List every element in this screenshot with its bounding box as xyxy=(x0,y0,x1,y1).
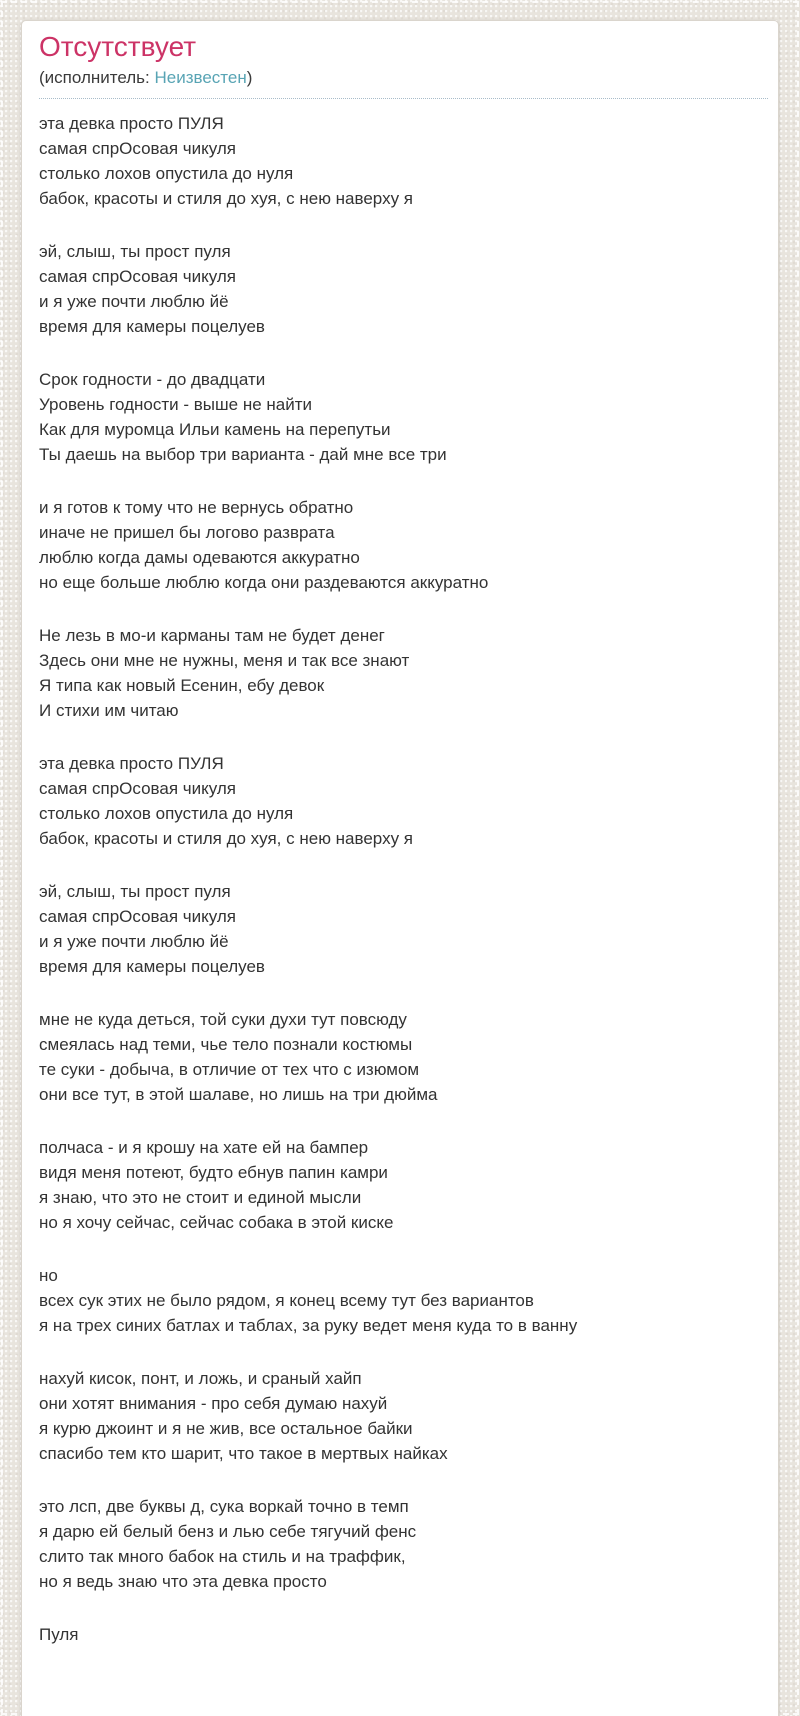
lyrics-line: бабок, красоты и стиля до хуя, с нею наверху я xyxy=(39,829,413,848)
lyrics-line: мне не куда деться, той суки духи тут повсюду xyxy=(39,1010,407,1029)
lyrics-stanza xyxy=(39,1366,768,1466)
lyrics-line: эй, слыш, ты прост пуля xyxy=(39,242,231,261)
lyrics-line: смеялась над теми, чье тело познали костюмы xyxy=(39,1035,413,1054)
lyrics-stanza xyxy=(39,1135,768,1235)
lyrics-line: Ты даешь на выбор три варианта - дай мне все три xyxy=(39,445,447,464)
lyrics-stanza xyxy=(39,111,768,211)
lyrics-card xyxy=(21,20,779,1716)
lyrics-line: но я хочу сейчас, сейчас собака в этой киске xyxy=(39,1213,394,1232)
lyrics-line: это лсп, две буквы д, сука воркай точно в темп xyxy=(39,1497,409,1516)
lyrics-line: время для камеры поцелуев xyxy=(39,317,265,336)
lyrics-line: я курю джоинт и я не жив, все остальное байки xyxy=(39,1419,413,1438)
lyrics-line: видя меня потеют, будто ебнув папин камри xyxy=(39,1163,388,1182)
lyrics-line: нахуй кисок, понт, и ложь, и сраный хайп xyxy=(39,1369,362,1388)
lyrics-line: самая спрОсовая чикуля xyxy=(39,139,237,158)
lyrics-stanza xyxy=(39,623,768,723)
lyrics-line: я знаю, что это не стоит и единой мысли xyxy=(39,1188,362,1207)
lyrics-stanza xyxy=(39,1007,768,1107)
artist-label-prefix: (исполнитель: xyxy=(39,68,155,87)
song-title: Отсутствует xyxy=(39,31,197,62)
lyrics-line: и я уже почти люблю йё xyxy=(39,292,229,311)
lyrics-line: эй, слыш, ты прост пуля xyxy=(39,882,231,901)
lyrics-line: Здесь они мне не нужны, меня и так все знают xyxy=(39,651,410,670)
artist-label-suffix: ) xyxy=(246,68,253,87)
artist-line xyxy=(39,67,768,99)
lyrics-line: Срок годности - до двадцати xyxy=(39,370,266,389)
lyrics-line: самая спрОсовая чикуля xyxy=(39,267,237,286)
lyrics-line: Не лезь в мо-и карманы там не будет денег xyxy=(39,626,385,645)
lyrics-line: самая спрОсовая чикуля xyxy=(39,779,237,798)
lyrics-line: столько лохов опустила до нуля xyxy=(39,804,294,823)
lyrics-stanza xyxy=(39,751,768,851)
lyrics-line: бабок, красоты и стиля до хуя, с нею наверху я xyxy=(39,189,413,208)
lyrics-line: они все тут, в этой шалаве, но лишь на три дюйма xyxy=(39,1085,438,1104)
lyrics-line: но xyxy=(39,1266,58,1285)
artist-link[interactable]: Неизвестен xyxy=(154,68,247,87)
lyrics-stanza xyxy=(39,367,768,467)
lyrics-line: спасибо тем кто шарит, что такое в мертвых найках xyxy=(39,1444,448,1463)
lyrics-line: я на трех синих батлах и таблах, за руку ведет меня куда то в ванну xyxy=(39,1316,578,1335)
lyrics-stanza xyxy=(39,1263,768,1338)
lyrics-stanza xyxy=(39,239,768,339)
lyrics-line: но я ведь знаю что эта девка просто xyxy=(39,1572,327,1591)
lyrics-line: я дарю ей белый бенз и лью себе тягучий фенс xyxy=(39,1522,417,1541)
lyrics-stanza xyxy=(39,879,768,979)
lyrics-line: Уровень годности - выше не найти xyxy=(39,395,313,414)
lyrics-line: но еще больше люблю когда они раздеваются аккуратно xyxy=(39,573,489,592)
lyrics-line: столько лохов опустила до нуля xyxy=(39,164,294,183)
lyrics-line: слито так много бабок на стиль и на траффик, xyxy=(39,1547,406,1566)
lyrics-line: всех сук этих не было рядом, я конец всему тут без вариантов xyxy=(39,1291,534,1310)
lyrics-line: они хотят внимания - про себя думаю нахуй xyxy=(39,1394,388,1413)
lyrics-line: полчаса - и я крошу на хате ей на бампер xyxy=(39,1138,369,1157)
lyrics-text xyxy=(39,111,768,1647)
lyrics-line: и я готов к тому что не вернусь обратно xyxy=(39,498,354,517)
lyrics-line: И стихи им читаю xyxy=(39,701,179,720)
lyrics-stanza xyxy=(39,1494,768,1594)
lyrics-line: самая спрОсовая чикуля xyxy=(39,907,237,926)
lyrics-line: люблю когда дамы одеваются аккуратно xyxy=(39,548,360,567)
lyrics-stanza xyxy=(39,495,768,595)
lyrics-line: и я уже почти люблю йё xyxy=(39,932,229,951)
lyrics-stanza xyxy=(39,1622,768,1647)
lyrics-line: Как для муромца Ильи камень на перепутьи xyxy=(39,420,391,439)
lyrics-line: иначе не пришел бы логово разврата xyxy=(39,523,335,542)
lyrics-line: Я типа как новый Есенин, ебу девок xyxy=(39,676,325,695)
lyrics-line: время для камеры поцелуев xyxy=(39,957,265,976)
lyrics-line: эта девка просто ПУЛЯ xyxy=(39,754,224,773)
lyrics-line: те суки - добыча, в отличие от тех что с изюмом xyxy=(39,1060,420,1079)
lyrics-line: Пуля xyxy=(39,1625,79,1644)
lyrics-line: эта девка просто ПУЛЯ xyxy=(39,114,224,133)
